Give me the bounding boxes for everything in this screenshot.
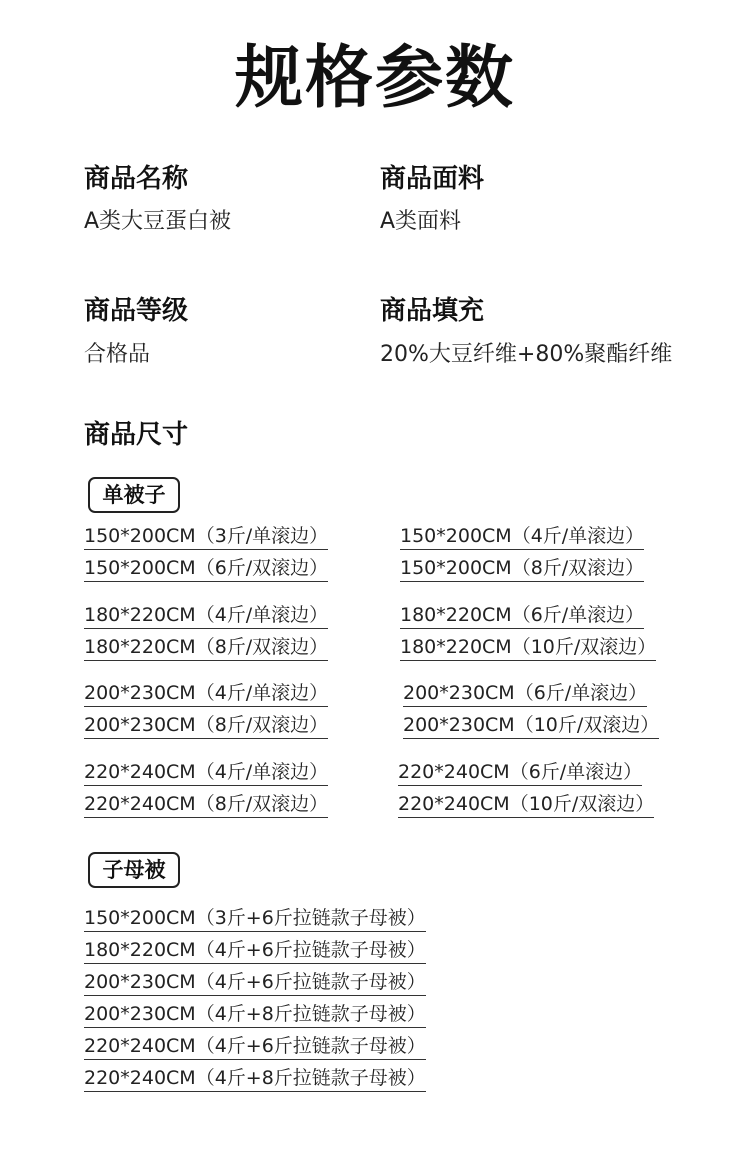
spec-combo-5: 220*240CM（4斤+8斤拉链款子母被） [84,1066,426,1092]
spec-single-0-left: 150*200CM（3斤/单滚边） [84,524,328,550]
spec-combo-0: 150*200CM（3斤+6斤拉链款子母被） [84,906,426,932]
page-title: 规格参数 [234,39,515,118]
spec-single-2-left: 180*220CM（4斤/单滚边） [84,603,328,629]
spec-single-1-right: 150*200CM（8斤/双滚边） [400,556,644,582]
spec-combo-2: 200*230CM（4斤+6斤拉链款子母被） [84,970,426,996]
spec-single-5-left: 200*230CM（8斤/双滚边） [84,713,328,739]
attr-label-filling: 商品填充 [380,296,485,326]
spec-combo-3: 200*230CM（4斤+8斤拉链款子母被） [84,1002,426,1028]
spec-single-7-right: 220*240CM（10斤/双滚边） [398,792,654,818]
attr-label-grade: 商品等级 [84,296,189,326]
spec-single-3-right: 180*220CM（10斤/双滚边） [400,635,656,661]
attr-value-grade: 合格品 [84,342,151,367]
spec-single-5-right: 200*230CM（10斤/双滚边） [403,713,659,739]
spec-single-4-left: 200*230CM（4斤/单滚边） [84,681,328,707]
single-quilt-label: 单被子 [88,477,180,513]
spec-single-6-left: 220*240CM（4斤/单滚边） [84,760,328,786]
attr-value-fabric: A类面料 [380,209,462,234]
combo-quilt-label: 子母被 [88,852,180,888]
size-heading: 商品尺寸 [84,420,189,450]
attr-label-name: 商品名称 [84,164,189,194]
spec-single-3-left: 180*220CM（8斤/双滚边） [84,635,328,661]
attr-label-fabric: 商品面料 [380,164,485,194]
spec-single-6-right: 220*240CM（6斤/单滚边） [398,760,642,786]
spec-single-4-right: 200*230CM（6斤/单滚边） [403,681,647,707]
attr-value-name: A类大豆蛋白被 [84,209,232,234]
spec-single-2-right: 180*220CM（6斤/单滚边） [400,603,644,629]
spec-single-7-left: 220*240CM（8斤/双滚边） [84,792,328,818]
spec-combo-1: 180*220CM（4斤+6斤拉链款子母被） [84,938,426,964]
spec-single-1-left: 150*200CM（6斤/双滚边） [84,556,328,582]
spec-combo-4: 220*240CM（4斤+6斤拉链款子母被） [84,1034,426,1060]
spec-single-0-right: 150*200CM（4斤/单滚边） [400,524,644,550]
attr-value-filling: 20%大豆纤维+80%聚酯纤维 [380,342,673,367]
